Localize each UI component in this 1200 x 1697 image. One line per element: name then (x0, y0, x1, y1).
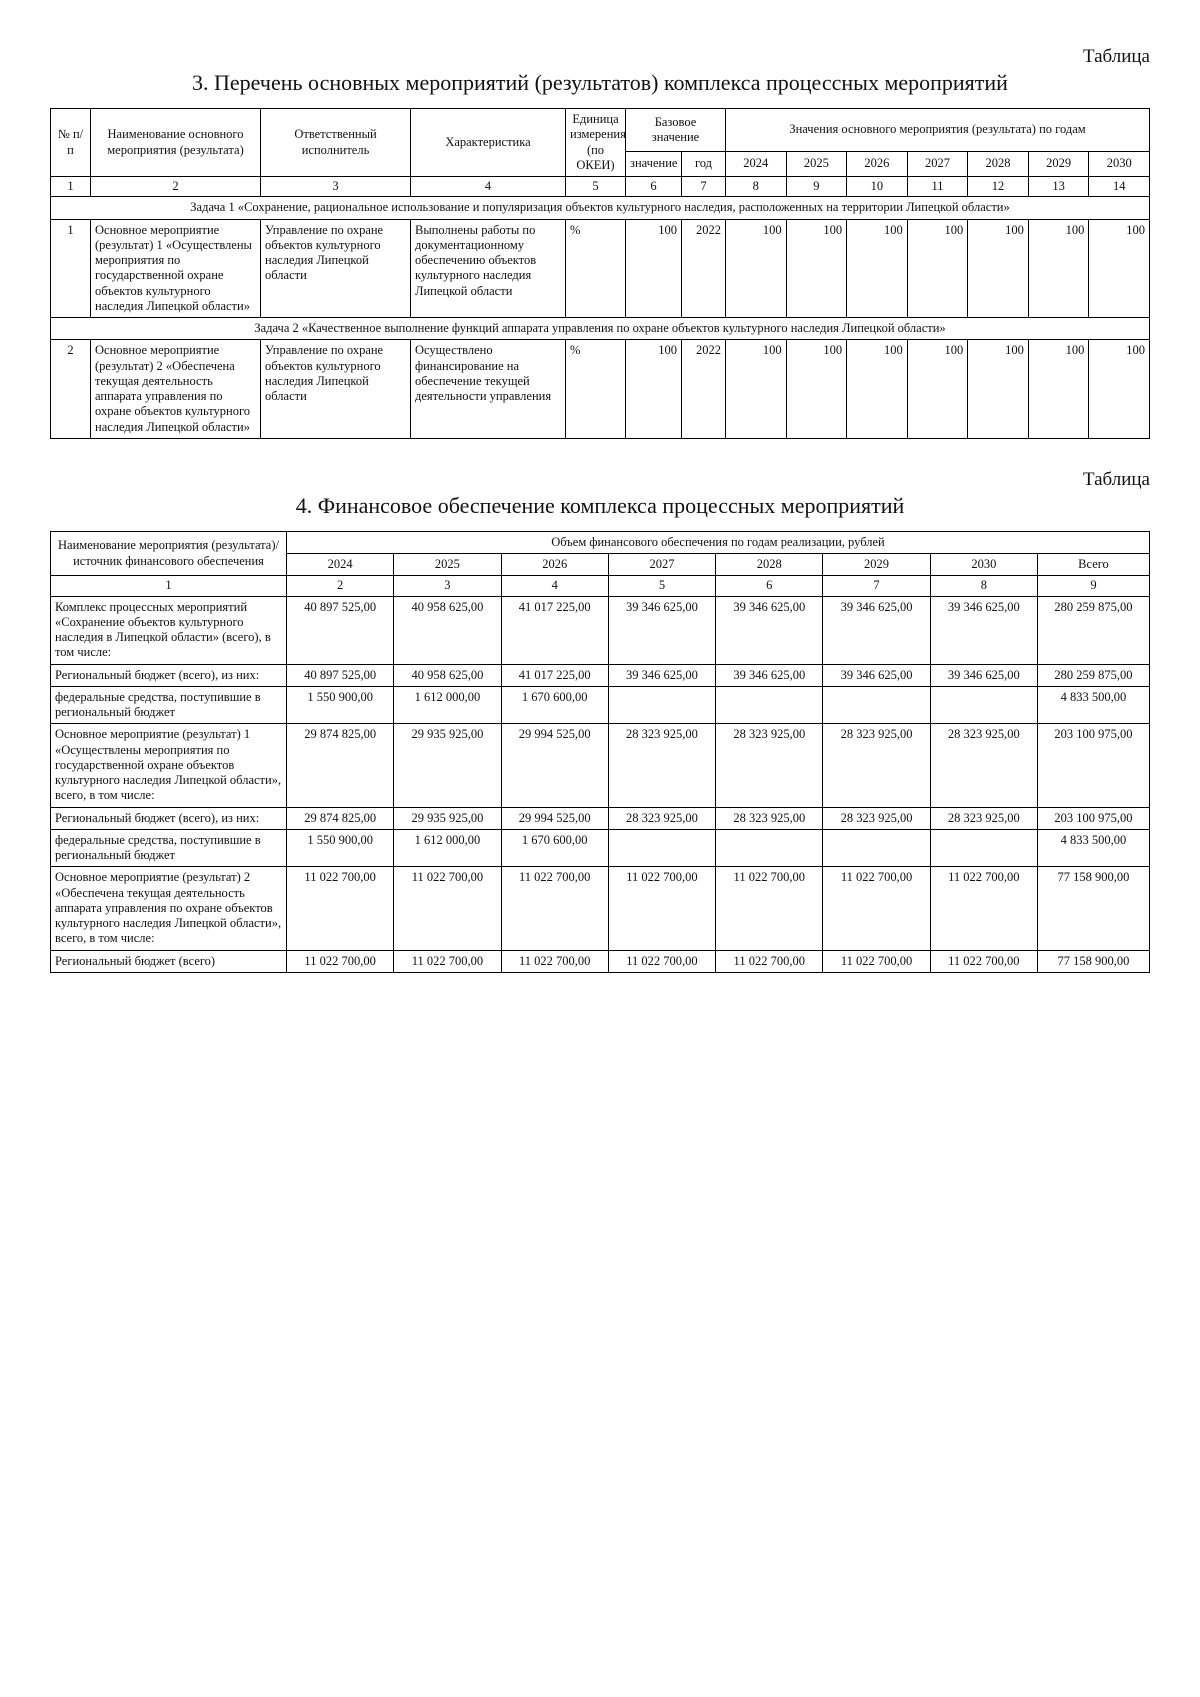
year-amount: 11 022 700,00 (287, 867, 394, 950)
year-amount: 29 874 825,00 (287, 724, 394, 807)
year-amount: 11 022 700,00 (394, 867, 501, 950)
measure-name: Основное мероприятие (результат) 2 «Обеспечена текущая деятельность аппарата управления по охране объектов культурного наследия Липецкой области» (91, 340, 261, 439)
header-year: 2030 (1089, 151, 1150, 176)
base-value: 100 (626, 340, 682, 439)
year-amount: 28 323 925,00 (930, 807, 1037, 829)
year-amount: 40 958 625,00 (394, 664, 501, 686)
header-characteristic: Характеристика (411, 109, 566, 177)
header-year: 2025 (786, 151, 847, 176)
year-value: 100 (1028, 340, 1089, 439)
column-number: 13 (1028, 177, 1089, 197)
year-amount: 11 022 700,00 (608, 867, 715, 950)
column-number: 1 (51, 576, 287, 596)
finance-item-name: Основное мероприятие (результат) 2 «Обеспечена текущая деятельность аппарата управления по охране объектов культурного наследия Липецкой области», всего, в том числе: (51, 867, 287, 950)
year-value: 100 (786, 340, 847, 439)
task-title: Задача 2 «Качественное выполнение функций аппарата управления по охране объектов культурного наследия Липецкой области» (51, 318, 1150, 340)
column-number-row (51, 177, 1150, 197)
year-value: 100 (847, 219, 908, 318)
year-amount: 29 994 525,00 (501, 724, 608, 807)
header-year: 2027 (608, 554, 715, 576)
year-value: 100 (1028, 219, 1089, 318)
finance-item-name: Региональный бюджет (всего), из них: (51, 807, 287, 829)
section-title: 4. Финансовое обеспечение комплекса процессных мероприятий (295, 492, 905, 518)
section-3 (50, 46, 1150, 439)
header-total: Всего (1037, 554, 1149, 576)
year-amount (608, 829, 715, 867)
year-amount: 11 022 700,00 (394, 950, 501, 972)
year-value: 100 (726, 340, 787, 439)
column-number: 7 (682, 177, 726, 197)
header-year: 2024 (287, 554, 394, 576)
year-amount: 11 022 700,00 (930, 950, 1037, 972)
year-amount (716, 829, 823, 867)
year-value: 100 (1089, 219, 1150, 318)
year-amount: 29 935 925,00 (394, 807, 501, 829)
year-amount: 11 022 700,00 (501, 867, 608, 950)
year-amount: 41 017 225,00 (501, 596, 608, 664)
year-amount: 28 323 925,00 (716, 807, 823, 829)
year-amount: 41 017 225,00 (501, 664, 608, 686)
year-amount: 28 323 925,00 (930, 724, 1037, 807)
year-amount: 39 346 625,00 (930, 596, 1037, 664)
finance-table (50, 531, 1150, 973)
header-name: Наименование основного мероприятия (результата) (91, 109, 261, 177)
year-amount (823, 829, 930, 867)
total-amount: 280 259 875,00 (1037, 596, 1149, 664)
column-number: 2 (91, 177, 261, 197)
header-year: 2029 (1028, 151, 1089, 176)
year-amount: 39 346 625,00 (716, 596, 823, 664)
total-amount: 4 833 500,00 (1037, 686, 1149, 724)
year-amount: 29 935 925,00 (394, 724, 501, 807)
year-amount: 40 958 625,00 (394, 596, 501, 664)
year-value: 100 (907, 219, 968, 318)
table-row (51, 829, 1150, 867)
year-amount (608, 686, 715, 724)
header-name: Наименование мероприятия (результата)/источник финансового обеспечения (51, 531, 287, 576)
measures-table (50, 108, 1150, 439)
finance-item-name: федеральные средства, поступившие в региональный бюджет (51, 686, 287, 724)
column-number: 4 (411, 177, 566, 197)
finance-item-name: Региональный бюджет (всего) (51, 950, 287, 972)
year-amount: 28 323 925,00 (823, 807, 930, 829)
measure-executor: Управление по охране объектов культурного наследия Липецкой области (261, 219, 411, 318)
year-amount: 1 670 600,00 (501, 829, 608, 867)
column-number: 3 (261, 177, 411, 197)
header-executor: Ответственный исполнитель (261, 109, 411, 177)
column-number: 14 (1089, 177, 1150, 197)
header-year: 2026 (501, 554, 608, 576)
table-label: Таблица (1082, 468, 1150, 490)
header-year: 2026 (847, 151, 908, 176)
header-year: 2030 (930, 554, 1037, 576)
year-value: 100 (726, 219, 787, 318)
table-row (51, 596, 1150, 664)
year-amount: 1 670 600,00 (501, 686, 608, 724)
task-row (51, 318, 1150, 340)
year-amount: 39 346 625,00 (608, 596, 715, 664)
total-amount: 4 833 500,00 (1037, 829, 1149, 867)
year-amount: 40 897 525,00 (287, 596, 394, 664)
year-amount: 11 022 700,00 (501, 950, 608, 972)
header-volume: Объем финансового обеспечения по годам реализации, рублей (287, 531, 1150, 553)
header-year: 2027 (907, 151, 968, 176)
column-number: 2 (287, 576, 394, 596)
year-amount: 11 022 700,00 (716, 867, 823, 950)
table-row (51, 950, 1150, 972)
year-amount: 28 323 925,00 (608, 724, 715, 807)
row-num: 1 (51, 219, 91, 318)
year-amount: 28 323 925,00 (608, 807, 715, 829)
year-amount: 11 022 700,00 (287, 950, 394, 972)
column-number: 7 (823, 576, 930, 596)
measure-name: Основное мероприятие (результат) 1 «Осуществлены мероприятия по государственной охране объектов культурного наследия Липецкой области» (91, 219, 261, 318)
measure-characteristic: Осуществлено финансирование на обеспечение текущей деятельности управления (411, 340, 566, 439)
finance-item-name: Региональный бюджет (всего), из них: (51, 664, 287, 686)
total-amount: 203 100 975,00 (1037, 807, 1149, 829)
table-row (51, 724, 1150, 807)
header-year: 2025 (394, 554, 501, 576)
header-year: 2028 (716, 554, 823, 576)
table-row (51, 340, 1150, 439)
table-label: Таблица (1082, 46, 1150, 67)
column-number: 6 (716, 576, 823, 596)
header-unit: Единица измерения (по ОКЕИ) (566, 109, 626, 177)
year-value: 100 (968, 219, 1029, 318)
year-amount: 1 550 900,00 (287, 829, 394, 867)
year-amount: 39 346 625,00 (823, 596, 930, 664)
year-amount: 39 346 625,00 (716, 664, 823, 686)
column-number: 5 (566, 177, 626, 197)
header-values-by-year: Значения основного мероприятия (результата) по годам (726, 109, 1150, 152)
table-row (51, 664, 1150, 686)
total-amount: 203 100 975,00 (1037, 724, 1149, 807)
header-num: № п/п (51, 109, 91, 177)
column-number: 4 (501, 576, 608, 596)
task-title: Задача 1 «Сохранение, рациональное использование и популяризация объектов культурного наследия, расположенных на территории Липецкой области» (51, 197, 1150, 219)
column-number: 9 (1037, 576, 1149, 596)
year-amount: 11 022 700,00 (930, 867, 1037, 950)
header-base-year: год (682, 151, 726, 176)
task-row (51, 197, 1150, 219)
column-number: 8 (726, 177, 787, 197)
measure-unit: % (566, 340, 626, 439)
year-amount: 11 022 700,00 (716, 950, 823, 972)
year-value: 100 (786, 219, 847, 318)
column-number: 10 (847, 177, 908, 197)
finance-item-name: Основное мероприятие (результат) 1 «Осуществлены мероприятия по государственной охране объектов культурного наследия Липецкой области», всего, в том числе: (51, 724, 287, 807)
table-row (51, 867, 1150, 950)
year-amount: 11 022 700,00 (823, 867, 930, 950)
year-amount (930, 686, 1037, 724)
year-value: 100 (847, 340, 908, 439)
total-amount: 77 158 900,00 (1037, 950, 1149, 972)
section-title: 3. Перечень основных мероприятий (результатов) комплекса процессных мероприятий (192, 70, 1008, 95)
section-4 (50, 469, 1150, 973)
year-amount (823, 686, 930, 724)
year-amount: 11 022 700,00 (823, 950, 930, 972)
header-base-value: значение (626, 151, 682, 176)
total-amount: 77 158 900,00 (1037, 867, 1149, 950)
table-row (51, 219, 1150, 318)
year-amount: 1 612 000,00 (394, 686, 501, 724)
column-number: 9 (786, 177, 847, 197)
column-number: 12 (968, 177, 1029, 197)
base-year: 2022 (682, 340, 726, 439)
column-number: 11 (907, 177, 968, 197)
base-value: 100 (626, 219, 682, 318)
year-amount: 11 022 700,00 (608, 950, 715, 972)
year-amount: 28 323 925,00 (716, 724, 823, 807)
table-row (51, 686, 1150, 724)
year-value: 100 (907, 340, 968, 439)
header-year: 2024 (726, 151, 787, 176)
column-number: 6 (626, 177, 682, 197)
column-number: 8 (930, 576, 1037, 596)
year-amount: 40 897 525,00 (287, 664, 394, 686)
header-base: Базовое значение (626, 109, 726, 152)
measure-unit: % (566, 219, 626, 318)
measure-characteristic: Выполнены работы по документационному обеспечению объектов культурного наследия Липецкой области (411, 219, 566, 318)
row-num: 2 (51, 340, 91, 439)
total-amount: 280 259 875,00 (1037, 664, 1149, 686)
year-amount (716, 686, 823, 724)
year-amount: 1 612 000,00 (394, 829, 501, 867)
measure-executor: Управление по охране объектов культурного наследия Липецкой области (261, 340, 411, 439)
column-number: 5 (608, 576, 715, 596)
year-amount: 1 550 900,00 (287, 686, 394, 724)
column-number: 1 (51, 177, 91, 197)
year-amount: 39 346 625,00 (930, 664, 1037, 686)
finance-item-name: Комплекс процессных мероприятий «Сохранение объектов культурного наследия в Липецкой области» (всего), в том числе: (51, 596, 287, 664)
finance-item-name: федеральные средства, поступившие в региональный бюджет (51, 829, 287, 867)
base-year: 2022 (682, 219, 726, 318)
year-amount: 39 346 625,00 (823, 664, 930, 686)
year-value: 100 (968, 340, 1029, 439)
header-year: 2028 (968, 151, 1029, 176)
year-amount: 29 874 825,00 (287, 807, 394, 829)
year-amount: 39 346 625,00 (608, 664, 715, 686)
header-year: 2029 (823, 554, 930, 576)
year-amount (930, 829, 1037, 867)
table-row (51, 807, 1150, 829)
year-amount: 29 994 525,00 (501, 807, 608, 829)
column-number: 3 (394, 576, 501, 596)
year-amount: 28 323 925,00 (823, 724, 930, 807)
year-value: 100 (1089, 340, 1150, 439)
column-number-row (51, 576, 1150, 596)
